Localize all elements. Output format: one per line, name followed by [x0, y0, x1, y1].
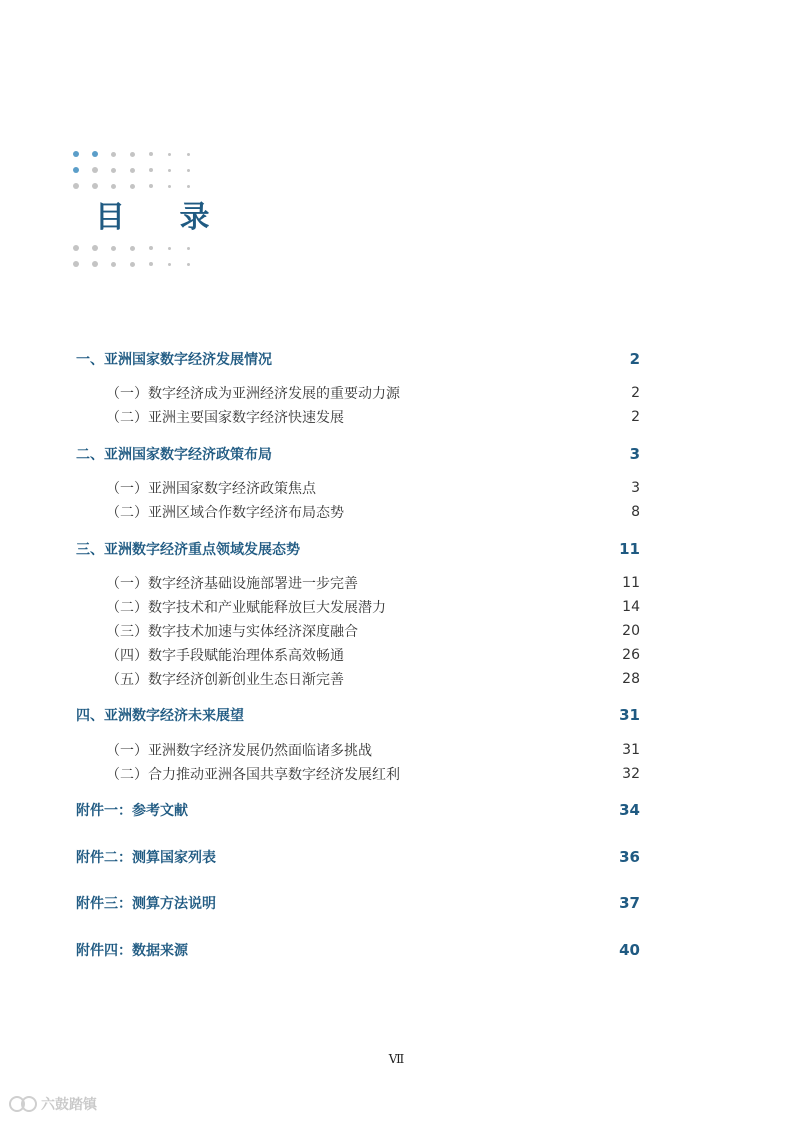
- decorative-dot: [73, 261, 79, 267]
- watermark-text: 六鼓踏镇: [41, 1097, 97, 1113]
- decorative-dot: [92, 151, 98, 157]
- decorative-dot: [130, 262, 135, 267]
- toc-section-entry[interactable]: [76, 703, 640, 727]
- toc-entry-title: （二）亚洲主要国家数字经济快速发展: [106, 410, 344, 426]
- toc-entry-title: （一）亚洲国家数字经济政策焦点: [106, 481, 316, 497]
- toc-section-entry[interactable]: [76, 347, 640, 371]
- toc-entry-title: 附件三：测算方法说明: [76, 896, 216, 912]
- toc-entry-page: 14: [622, 599, 640, 615]
- toc-entry-page: 11: [619, 540, 640, 558]
- toc-entry-page: 20: [622, 623, 640, 639]
- decorative-dot: [111, 262, 116, 267]
- page-number: Ⅶ: [388, 1052, 405, 1066]
- toc-entry-page: 31: [622, 742, 640, 758]
- toc-entry-title: 附件二：测算国家列表: [76, 850, 216, 866]
- toc-entry-title: （五）数字经济创新创业生态日渐完善: [106, 672, 344, 688]
- decorative-dot: [130, 152, 135, 157]
- dot-row: [73, 146, 206, 162]
- toc-section-entry[interactable]: [76, 442, 640, 466]
- toc-entry-title: （一）数字经济基础设施部署进一步完善: [106, 576, 358, 592]
- toc-entry-page: 32: [622, 766, 640, 782]
- toc-subsection-entry[interactable]: [76, 572, 640, 594]
- toc-entry-title: （二）合力推动亚洲各国共享数字经济发展红利: [106, 767, 400, 783]
- toc-entry-page: 8: [631, 504, 640, 520]
- decorative-dot: [73, 183, 79, 189]
- decorative-dot: [149, 168, 153, 172]
- toc-entry-page: 40: [619, 941, 640, 959]
- toc-entry-page: 36: [619, 848, 640, 866]
- toc-entry-title: （一）亚洲数字经济发展仍然面临诸多挑战: [106, 743, 372, 759]
- decorative-dot: [130, 246, 135, 251]
- toc-section-entry[interactable]: [76, 938, 640, 962]
- dot-row: [73, 256, 206, 272]
- toc-subsection-entry[interactable]: [76, 668, 640, 690]
- toc-section-entry[interactable]: [76, 845, 640, 869]
- decorative-dot: [130, 184, 135, 189]
- toc-entry-title: 四、亚洲数字经济未来展望: [76, 708, 244, 724]
- toc-subsection-entry[interactable]: [76, 501, 640, 523]
- toc-subsection-entry[interactable]: [76, 620, 640, 642]
- decorative-dot: [187, 247, 190, 250]
- decorative-dot: [187, 153, 190, 156]
- toc-subsection-entry[interactable]: [76, 406, 640, 428]
- decorative-dot: [168, 153, 171, 156]
- page-title: 目 录: [95, 200, 232, 235]
- decorative-dot: [168, 263, 171, 266]
- toc-entry-page: 3: [631, 480, 640, 496]
- decorative-dot: [187, 263, 190, 266]
- toc-entry-title: （三）数字技术加速与实体经济深度融合: [106, 624, 358, 640]
- decorative-dot: [73, 151, 79, 157]
- decorative-dot: [111, 246, 116, 251]
- toc-section-entry[interactable]: [76, 537, 640, 561]
- toc-entry-title: （二）数字技术和产业赋能释放巨大发展潜力: [106, 600, 386, 616]
- toc-entry-page: 26: [622, 647, 640, 663]
- toc-section-entry[interactable]: [76, 798, 640, 822]
- toc-entry-page: 37: [619, 894, 640, 912]
- decorative-dots-top: [73, 146, 206, 194]
- toc-subsection-entry[interactable]: [76, 596, 640, 618]
- dot-row: [73, 240, 206, 256]
- decorative-dot: [168, 247, 171, 250]
- toc-subsection-entry[interactable]: [76, 644, 640, 666]
- decorative-dot: [111, 168, 116, 173]
- toc-entry-title: （一）数字经济成为亚洲经济发展的重要动力源: [106, 386, 400, 402]
- decorative-dot: [168, 169, 171, 172]
- toc-entry-page: 28: [622, 671, 640, 687]
- decorative-dot: [149, 246, 153, 250]
- toc-entry-title: 二、亚洲国家数字经济政策布局: [76, 447, 272, 463]
- toc-entry-page: 34: [619, 801, 640, 819]
- toc-section-entry[interactable]: [76, 891, 640, 915]
- decorative-dot: [130, 168, 135, 173]
- toc-entry-page: 11: [622, 575, 640, 591]
- decorative-dot: [73, 245, 79, 251]
- dot-row: [73, 178, 206, 194]
- decorative-dot: [111, 152, 116, 157]
- watermark-logo-icon: [8, 1095, 38, 1113]
- toc-subsection-entry[interactable]: [76, 382, 640, 404]
- decorative-dot: [187, 185, 190, 188]
- decorative-dot: [168, 185, 171, 188]
- decorative-dot: [111, 184, 116, 189]
- toc-entry-page: 3: [629, 445, 640, 463]
- toc-entry-title: （四）数字手段赋能治理体系高效畅通: [106, 648, 344, 664]
- decorative-dot: [73, 167, 79, 173]
- toc-entry-page: 31: [619, 706, 640, 724]
- toc-entry-title: 附件一：参考文献: [76, 803, 188, 819]
- toc-entry-title: 三、亚洲数字经济重点领域发展态势: [76, 542, 300, 558]
- decorative-dot: [149, 184, 153, 188]
- decorative-dot: [92, 183, 98, 189]
- decorative-dot: [149, 152, 153, 156]
- toc-entry-title: 一、亚洲国家数字经济发展情况: [76, 352, 272, 368]
- toc-subsection-entry[interactable]: [76, 739, 640, 761]
- toc-entry-page: 2: [629, 350, 640, 368]
- toc-entry-title: 附件四：数据来源: [76, 943, 188, 959]
- decorative-dot: [92, 261, 98, 267]
- toc-subsection-entry[interactable]: [76, 763, 640, 785]
- decorative-dot: [92, 245, 98, 251]
- decorative-dot: [149, 262, 153, 266]
- decorative-dots-bottom: [73, 240, 206, 272]
- toc-subsection-entry[interactable]: [76, 477, 640, 499]
- toc-entry-page: 2: [631, 409, 640, 425]
- toc-entry-page: 2: [631, 385, 640, 401]
- decorative-dot: [92, 167, 98, 173]
- decorative-dot: [187, 169, 190, 172]
- dot-row: [73, 162, 206, 178]
- watermark: [8, 1094, 97, 1114]
- toc-entry-title: （二）亚洲区域合作数字经济布局态势: [106, 505, 344, 521]
